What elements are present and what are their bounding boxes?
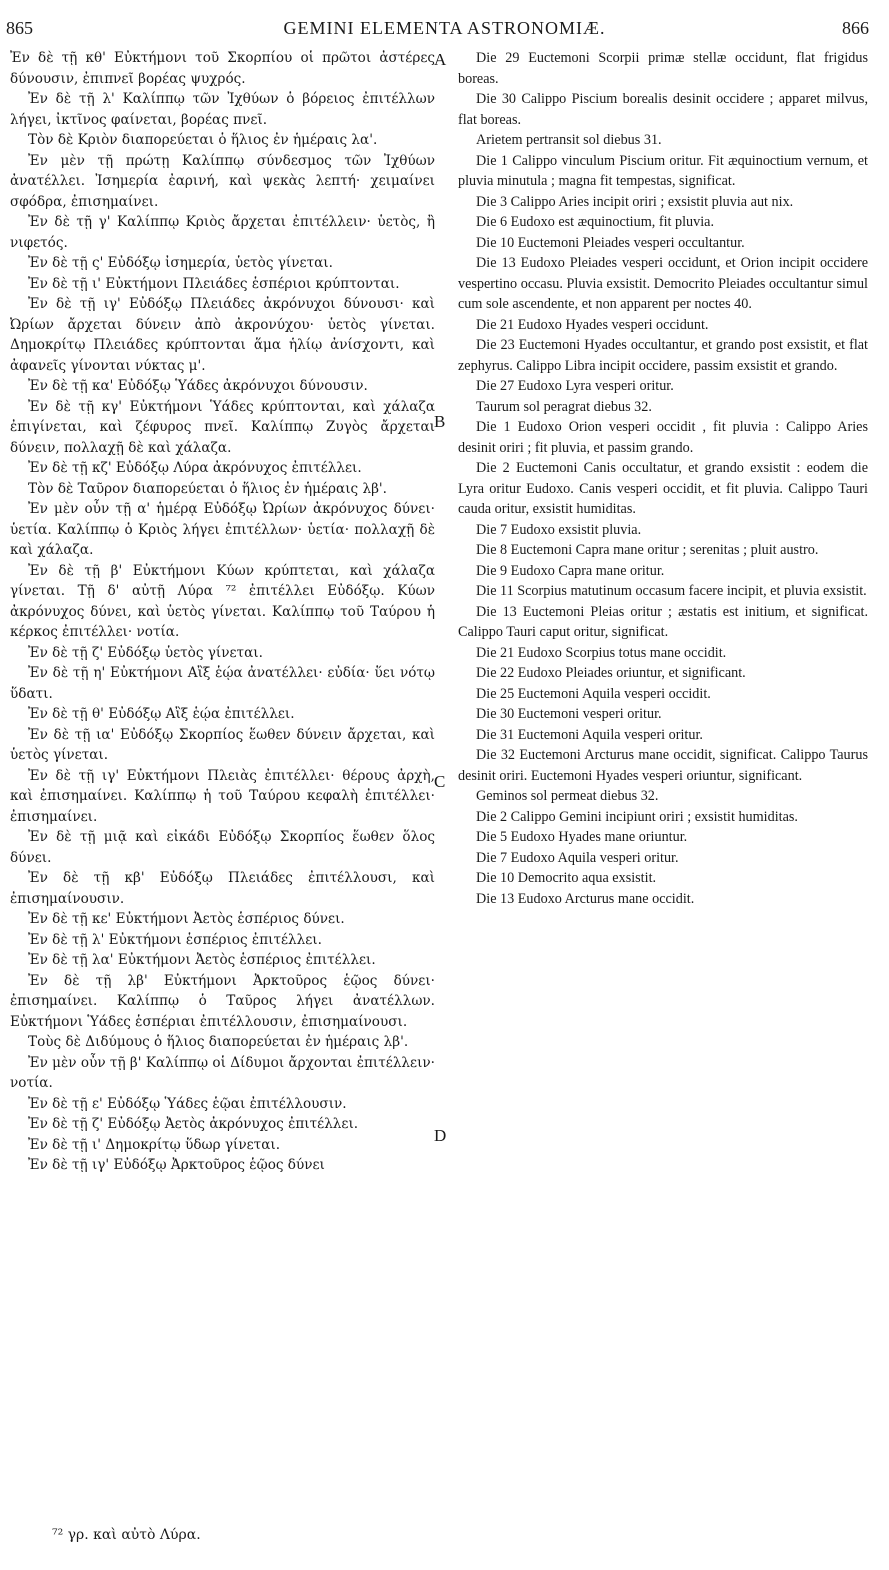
latin-paragraph: Die 30 Euctemoni vesperi oritur.: [476, 706, 662, 722]
margin-marker-b: B: [434, 412, 446, 431]
greek-paragraph: Ἐν δὲ τῇ ς' Εὐδόξῳ ἰσημερία, ὑετὸς γίνεται.: [28, 255, 333, 271]
greek-paragraph: Ἐν δὲ τῇ κγ' Εὐκτήμονι Ὑάδες κρύπτονται, καὶ χάλαζα ἐπιγίνεται, καὶ ζέφυρος πνεῖ. Καλίππῳ Ζυγὸς ἄρχεται δύνειν, πολλαχῇ δὲ καὶ χάλαζα.: [10, 398, 435, 456]
latin-paragraph: Die 13 Euctemoni Pleias oritur ; æstatis est initium, et significat. Calippo Tauri caput oritur, significat.: [458, 603, 868, 640]
greek-paragraph: Ἐν δὲ τῇ ιγ' Εὐδόξῳ Ἀρκτοῦρος ἑῷος δύνει: [28, 1157, 325, 1173]
latin-paragraph: Die 21 Eudoxo Scorpius totus mane occidit.: [476, 644, 727, 661]
latin-paragraph: Die 8 Euctemoni Capra mane oritur ; serenitas ; pluit austro.: [476, 542, 819, 558]
greek-paragraph: Ἐν δὲ τῇ κθ' Εὐκτήμονι τοῦ Σκορπίου οἱ πρῶτοι ἀστέρες δύνουσιν, ἐπιπνεῖ βορέας ψυχρός.: [10, 50, 435, 87]
greek-paragraph: Ἐν δὲ τῇ ια' Εὐδόξῳ Σκορπίος ἕωθεν δύνειν ἄρχεται, καὶ ὑετὸς γίνεται.: [10, 726, 435, 763]
greek-paragraph: Ἐν δὲ τῇ λα' Εὐκτήμονι Ἀετὸς ἑσπέριος ἐπιτέλλει.: [28, 952, 376, 968]
latin-paragraph: Die 27 Eudoxo Lyra vesperi oritur.: [476, 378, 674, 394]
latin-paragraph: Die 31 Euctemoni Aquila vesperi oritur.: [476, 726, 703, 743]
margin-marker-d: D: [434, 1126, 447, 1145]
greek-paragraph: Ἐν δὲ τῇ θ' Εὐδόξῳ Αἲξ ἑῴα ἐπιτέλλει.: [28, 706, 295, 722]
latin-paragraph: Die 10 Euctemoni Pleiades vesperi occultantur.: [476, 234, 745, 251]
greek-paragraph: Ἐν δὲ τῇ μιᾷ καὶ εἰκάδι Εὐδόξῳ Σκορπίος ἕωθεν ὅλος δύνει.: [10, 829, 435, 866]
greek-paragraph: Ἐν δὲ τῇ ε' Εὐδόξῳ Ὑάδες ἑῷαι ἐπιτέλλουσιν.: [28, 1095, 347, 1112]
latin-paragraph: Die 25 Euctemoni Aquila vesperi occidit.: [476, 685, 711, 702]
latin-paragraph: Die 1 Calippo vinculum Piscium oritur. Fit æquinoctium vernum, et pluvia minutula ; magna fit tempestas, significat.: [458, 152, 868, 189]
running-title: GEMINI ELEMENTA ASTRONOMIÆ.: [283, 18, 606, 38]
latin-paragraph: Die 32 Euctemoni Arcturus mane occidit, significat. Calippo Taurus desinit oriri. Euctemoni Hyades vesperi oriuntur, significant.: [458, 747, 868, 784]
latin-paragraph: Die 21 Eudoxo Hyades vesperi occidunt.: [476, 316, 709, 333]
footnote: ⁷² γρ. καὶ αὐτὸ Λύρα.: [52, 1527, 201, 1543]
greek-paragraph: Ἐν δὲ τῇ κζ' Εὐδόξῳ Λύρα ἀκρόνυχος ἐπιτέλλει.: [28, 460, 362, 476]
greek-paragraph: Τὸν δὲ Κριὸν διαπορεύεται ὁ ἥλιος ἐν ἡμέραις λα'.: [28, 132, 378, 148]
latin-paragraph: Die 29 Euctemoni Scorpii primæ stellæ occidunt, flat frigidus boreas.: [458, 50, 868, 87]
greek-paragraph: Ἐν δὲ τῇ λβ' Εὐκτήμονι Ἀρκτοῦρος ἑῷος δύνει· ἐπισημαίνει. Καλίππῳ ὁ Ταῦρος λήγει ἀνατέλλων. Εὐκτήμονι Ὑάδες ἑσπέριαι ἐπιτέλλουσιν, ἐπισημαίνουσι.: [10, 972, 435, 1030]
greek-paragraph: Ἐν δὲ τῇ ζ' Εὐδόξῳ ὑετὸς γίνεται.: [28, 644, 263, 661]
greek-column: [10, 48, 435, 1176]
latin-paragraph: Taurum sol peragrat diebus 32.: [476, 398, 652, 415]
margin-marker-c: C: [434, 772, 446, 791]
latin-paragraph: Die 2 Calippo Gemini incipiunt oriri ; exsistit humiditas.: [476, 808, 798, 825]
greek-paragraph: Ἐν μὲν οὖν τῇ α' ἡμέρᾳ Εὐδόξῳ Ὠρίων ἀκρόνυχος δύνει· ὑετία. Καλίππῳ ὁ Κριὸς λήγει ἐπιτέλλων· ὑετία· πολλαχῇ δὲ καὶ χάλαζα.: [10, 501, 435, 558]
page-number-left: 865: [6, 18, 33, 38]
latin-paragraph: Die 7 Eudoxo Aquila vesperi oritur.: [476, 849, 679, 866]
greek-paragraph: Ἐν δὲ τῇ ιγ' Εὐδόξῳ Πλειάδες ἀκρόνυχοι δύνουσι· καὶ Ὠρίων ἄρχεται δύνειν ἀπὸ ἀκρονύχου· ὑετὸς γίνεται. Δημοκρίτῳ Πλειάδες κρύπτονται ἅμα ἡλίῳ ἀνίσχοντι, καὶ ἀφανεῖς γίνονται νύκτας μ'.: [10, 296, 435, 374]
greek-paragraph: Ἐν μὲν τῇ πρώτῃ Καλίππῳ σύνδεσμος τῶν Ἰχθύων ἀνατέλλει. Ἰσημερία ἐαρινή, καὶ ψεκὰς λεπτή· χειμαίνει σφόδρα, ἐπισημαίνει.: [10, 152, 435, 210]
greek-paragraph: Ἐν δὲ τῇ λ' Εὐκτήμονι ἑσπέριος ἐπιτέλλει.: [28, 931, 322, 948]
greek-paragraph: Ἐν δὲ τῇ κβ' Εὐδόξῳ Πλειάδες ἐπιτέλλουσι, καὶ ἐπισημαίνουσιν.: [10, 870, 435, 907]
greek-paragraph: Τοὺς δὲ Διδύμους ὁ ἥλιος διαπορεύεται ἐν ἡμέραις λβ'.: [28, 1034, 409, 1050]
latin-paragraph: Die 13 Eudoxo Pleiades vesperi occidunt, et Orion incipit occidere vespertino occasu. Pluvia exsistit. Democrito Pleiades occultantur simul cum sole ascendente, et non apparent per noctes 40.: [458, 255, 868, 312]
greek-paragraph: Ἐν δὲ τῇ ι' Δημοκρίτῳ ὕδωρ γίνεται.: [28, 1136, 281, 1153]
greek-paragraph: Ἐν δὲ τῇ κα' Εὐδόξῳ Ὑάδες ἀκρόνυχοι δύνουσιν.: [28, 378, 368, 394]
greek-paragraph: Ἐν δὲ τῇ ι' Εὐκτήμονι Πλειάδες ἑσπέριοι κρύπτονται.: [28, 275, 400, 292]
latin-paragraph: Die 9 Eudoxo Capra mane oritur.: [476, 562, 665, 579]
latin-paragraph: Die 5 Eudoxo Hyades mane oriuntur.: [476, 829, 688, 845]
latin-paragraph: Arietem pertransit sol diebus 31.: [476, 132, 662, 148]
greek-paragraph: Ἐν δὲ τῇ β' Εὐκτήμονι Κύων κρύπτεται, καὶ χάλαζα γίνεται. Τῇ δ' αὐτῇ Λύρα ⁷² ἐπιτέλλει Εὐδόξῳ. Κύων ἀκρόνυχος δύνει, καὶ ὑετὸς γίνεται. Καλίππῳ τοῦ Ταύρου ἡ κέρκος ἐπιτέλλει· νοτία.: [10, 562, 435, 640]
page-number-right: 866: [842, 18, 869, 38]
latin-paragraph: Geminos sol permeat diebus 32.: [476, 788, 659, 804]
latin-column: [458, 48, 868, 909]
greek-paragraph: Ἐν δὲ τῇ η' Εὐκτήμονι Αἲξ ἑῴα ἀνατέλλει· εὐδία· ὕει νότῳ ὕδατι.: [10, 665, 435, 702]
latin-paragraph: Die 6 Eudoxo est æquinoctium, fit pluvia.: [476, 214, 715, 230]
latin-paragraph: Die 10 Democrito aqua exsistit.: [476, 870, 657, 886]
greek-paragraph: Ἐν δὲ τῇ ζ' Εὐδόξῳ Ἀετὸς ἀκρόνυχος ἐπιτέλλει.: [28, 1116, 359, 1132]
greek-paragraph: Ἐν δὲ τῇ λ' Καλίππῳ τῶν Ἰχθύων ὁ βόρειος ἐπιτέλλων λήγει, ἰκτῖνος φαίνεται, βορέας πνεῖ.: [10, 91, 435, 128]
latin-paragraph: Die 7 Eudoxo exsistit pluvia.: [476, 521, 642, 538]
latin-paragraph: Die 11 Scorpius matutinum occasum facere incipit, et pluvia exsistit.: [476, 583, 867, 599]
latin-paragraph: Die 1 Eudoxo Orion vesperi occidit , fit pluvia : Calippo Aries desinit oriri ; fit pluvia, et passim grando.: [458, 419, 868, 456]
latin-paragraph: Die 3 Calippo Aries incipit oriri ; exsistit pluvia aut nix.: [476, 193, 794, 210]
latin-paragraph: Die 13 Eudoxo Arcturus mane occidit.: [476, 890, 695, 907]
latin-paragraph: Die 23 Euctemoni Hyades occultantur, et grando post exsistit, et flat zephyrus. Calippo Libra incipit occidere, passim exsistit et grando.: [458, 337, 868, 374]
greek-paragraph: Τὸν δὲ Ταῦρον διαπορεύεται ὁ ἥλιος ἐν ἡμέραις λβ'.: [28, 480, 387, 497]
greek-paragraph: Ἐν δὲ τῇ κε' Εὐκτήμονι Ἀετὸς ἑσπέριος δύνει.: [28, 911, 345, 927]
latin-paragraph: Die 30 Calippo Piscium borealis desinit occidere ; apparet milvus, flat boreas.: [458, 91, 868, 128]
latin-paragraph: Die 22 Eudoxo Pleiades oriuntur, et significant.: [476, 665, 746, 681]
greek-paragraph: Ἐν δὲ τῇ ιγ' Εὐκτήμονι Πλειὰς ἐπιτέλλει· θέρους ἀρχὴ, καὶ ἐπισημαίνει. Καλίππῳ ἡ τοῦ Ταύρου κεφαλὴ ἐπιτέλλει· ἐπισημαίνει.: [10, 767, 435, 825]
greek-paragraph: Ἐν δὲ τῇ γ' Καλίππῳ Κριὸς ἄρχεται ἐπιτέλλειν· ὑετὸς, ἢ νιφετός.: [10, 214, 435, 251]
page-header: [0, 18, 889, 46]
latin-paragraph: Die 2 Euctemoni Canis occultatur, et grando exsistit : eodem die Lyra oritur Eudoxo. Canis vesperi occidit, et fit pluvia. Calippo Tauri cauda oritur, exsistit humiditas.: [458, 460, 868, 517]
margin-marker-a: A: [434, 50, 447, 69]
greek-paragraph: Ἐν μὲν οὖν τῇ β' Καλίππῳ οἱ Δίδυμοι ἄρχονται ἐπιτέλλειν· νοτία.: [10, 1054, 436, 1091]
